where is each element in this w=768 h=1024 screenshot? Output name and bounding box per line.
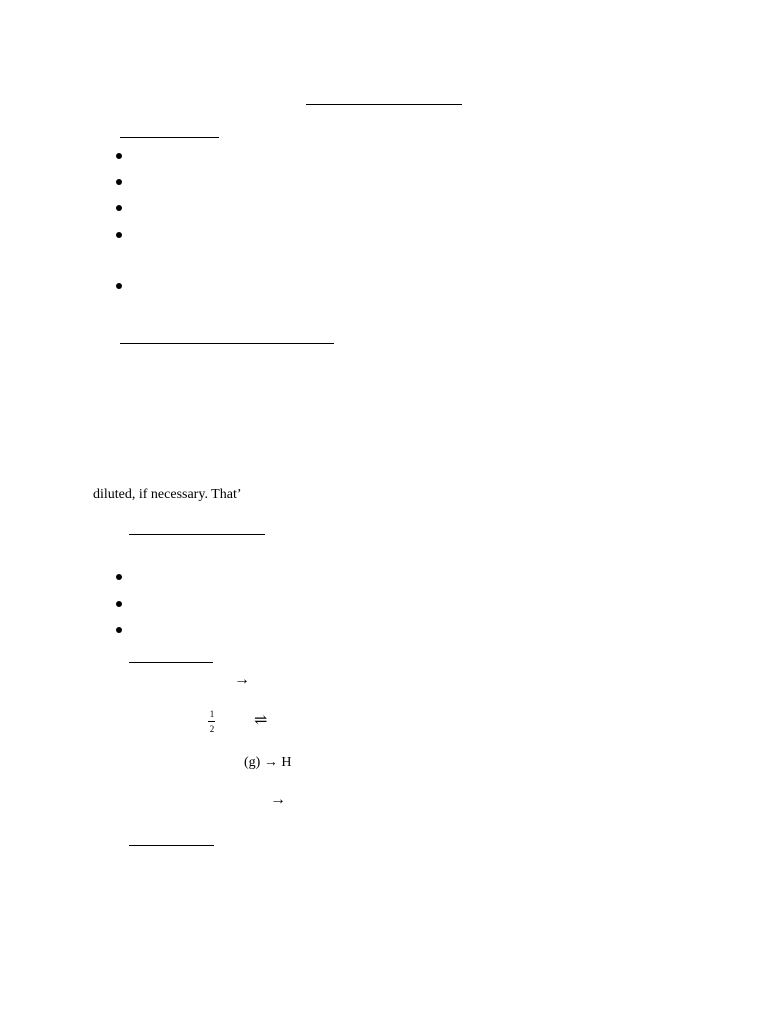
bullet-3 <box>116 205 122 211</box>
section-heading-underline-5 <box>129 845 214 846</box>
section-heading-underline-2 <box>120 343 334 344</box>
fraction-denominator: 2 <box>209 724 215 734</box>
section-heading-underline-3 <box>129 534 265 535</box>
section-heading-underline-4 <box>129 662 213 663</box>
equation-1-arrow: → <box>234 671 250 688</box>
fraction-bar <box>208 721 215 722</box>
bullet-8 <box>116 627 122 633</box>
bullet-7 <box>116 601 122 607</box>
title-underline <box>306 104 462 105</box>
bullet-6 <box>116 574 122 580</box>
fraction-numerator: 1 <box>209 709 215 719</box>
paragraph-fragment: diluted, if necessary. That’ <box>93 487 242 502</box>
bullet-4 <box>116 232 122 238</box>
section-heading-underline-1 <box>120 137 219 138</box>
equation-3-fragment: (g) → H <box>244 755 292 770</box>
equation-2-equilibrium-arrow: ⇌ <box>254 712 268 729</box>
bullet-2 <box>116 179 122 185</box>
bullet-1 <box>116 153 122 159</box>
equation-4-arrow: → <box>270 791 286 808</box>
bullet-5 <box>116 283 122 289</box>
